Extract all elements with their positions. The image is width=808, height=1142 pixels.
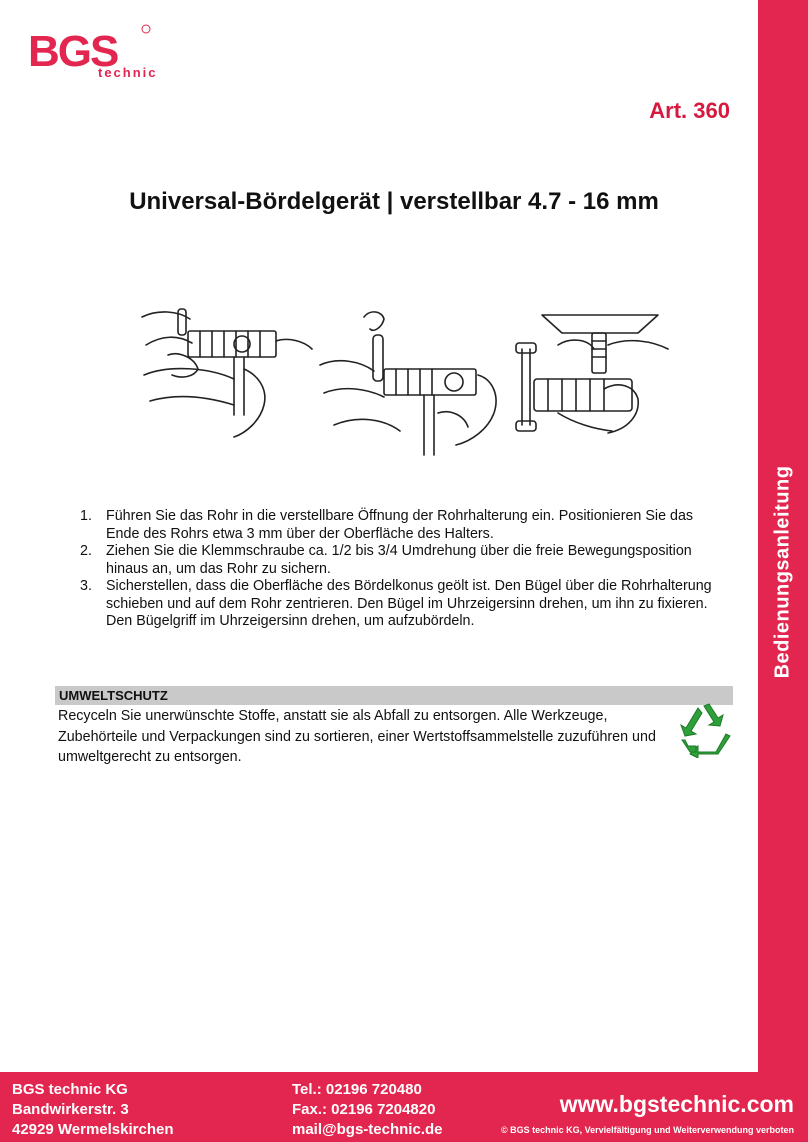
bgs-logo xyxy=(24,22,164,86)
footer-tel: Tel.: 02196 720480 xyxy=(292,1081,422,1098)
footer-mail[interactable]: mail@bgs-technic.de xyxy=(292,1121,443,1138)
side-label: Bedienungsanleitung xyxy=(771,465,794,679)
illustration-step-2 xyxy=(320,312,496,455)
footer-address xyxy=(12,1080,174,1140)
footer-copyright: © BGS technic KG, Vervielfältigung und Weiterverwendung verboten xyxy=(500,1125,794,1135)
instruction-step xyxy=(80,508,730,543)
environment-text: Recyceln Sie unerwünschte Stoffe, anstatt sie als Abfall zu entsorgen. Alle Werkzeuge, Zubehörteile und Verpackungen sind zu sortieren, einer Wertstoffsammelstelle zuzuführen und umweltgerecht zu entsorgen. xyxy=(58,708,656,765)
footer-company: BGS technic KG xyxy=(12,1081,128,1098)
step-number: 2. xyxy=(80,543,92,559)
recycle-icon xyxy=(676,702,732,758)
footer-website[interactable]: www.bgstechnic.com xyxy=(559,1091,794,1117)
footer-street: Bandwirkerstr. 3 xyxy=(12,1101,129,1118)
footer-contact xyxy=(292,1080,443,1140)
footer-fax: Fax.: 02196 7204820 xyxy=(292,1101,436,1118)
illustration-step-3 xyxy=(516,315,668,433)
logo-subtext: technic xyxy=(98,65,158,80)
logo-text: BGS xyxy=(28,27,118,76)
step-number: 1. xyxy=(80,508,92,524)
article-number: Art. 360 xyxy=(649,98,730,123)
environment-heading: UMWELTSCHUTZ xyxy=(55,686,733,705)
flaring-tool-usage-illustration xyxy=(138,305,678,465)
instruction-step xyxy=(80,578,730,631)
instruction-list xyxy=(80,508,730,631)
step-number: 3. xyxy=(80,578,92,594)
instruction-step xyxy=(80,543,730,578)
step-text: Sicherstellen, dass die Oberfläche des Bördelkonus geölt ist. Den Bügel über die Rohrhalterung schieben und auf dem Rohr zentrieren. Den Bügel im Uhrzeigersinn drehen, um ihn zu fixieren. Den Bügelgriff im Uhrzeigersinn drehen, um aufzubördeln. xyxy=(106,578,712,629)
footer-city: 42929 Wermelskirchen xyxy=(12,1121,174,1138)
illustration-step-1 xyxy=(142,309,312,437)
page-title: Universal-Bördelgerät | verstellbar 4.7 - 16 mm xyxy=(129,188,659,215)
step-text: Ziehen Sie die Klemmschraube ca. 1/2 bis 3/4 Umdrehung über die freie Bewegungsposition hinaus an, um das Rohr zu sichern. xyxy=(106,543,692,577)
footer xyxy=(0,1072,808,1142)
step-text: Führen Sie das Rohr in die verstellbare Öffnung der Rohrhalterung ein. Positionieren Sie das Ende des Rohrs etwa 3 mm über der Oberfläche des Halters. xyxy=(106,508,694,542)
